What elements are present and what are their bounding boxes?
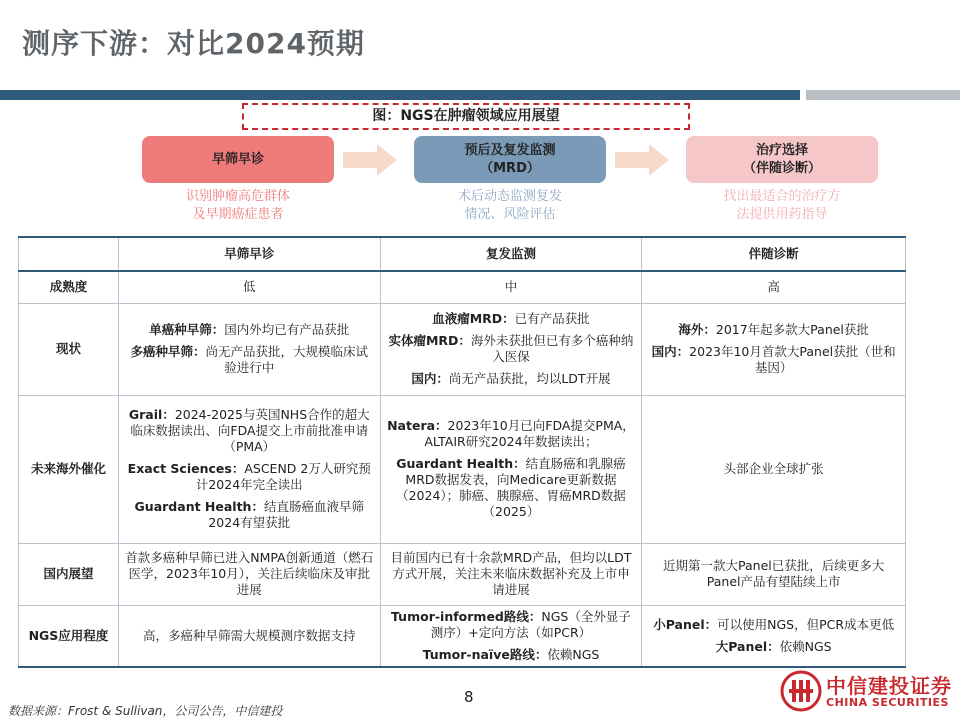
table-cell: 高 xyxy=(642,271,906,303)
stage-description xyxy=(142,188,334,224)
cell-key: 海外： xyxy=(678,322,716,337)
cell-text: 结直肠癌和乳腺癌MRD数据发表，向Medicare更新数据（2024）；肺癌、胰腺癌、胃癌MRD数据（2025） xyxy=(396,456,626,519)
china-securities-logo-icon xyxy=(780,670,822,712)
desc-line: 找出最适合的治疗方 xyxy=(723,189,841,204)
comparison-table xyxy=(18,236,906,668)
desc-line: 法提供用药指导 xyxy=(736,207,828,222)
table-cell: 中 xyxy=(380,271,642,303)
header-bar-dark xyxy=(0,90,800,100)
right-arrow-icon xyxy=(615,144,669,176)
cell-text: 尚无产品获批，大规模临床试验进行中 xyxy=(205,344,369,375)
cell-text: 国内外均已有产品获批 xyxy=(224,322,350,337)
cell-text: 已有产品获批 xyxy=(514,311,590,326)
table-header-cell: 伴随诊断 xyxy=(642,237,906,271)
table-cell: 头部企业全球扩张 xyxy=(642,395,906,543)
table-cell: 首款多癌种早筛已进入NMPA创新通道（燃石医学，2023年10月），关注后续临床及审批进展 xyxy=(118,543,380,605)
header-bar-light xyxy=(806,90,960,100)
table-header-row xyxy=(19,237,906,271)
stage-companion-diagnostics xyxy=(686,136,878,183)
page-title: 测序下游：对比2024预期 xyxy=(22,27,365,60)
cell-key: 实体瘤MRD： xyxy=(388,333,471,348)
right-arrow-icon xyxy=(343,144,397,176)
cell-key: Exact Sciences： xyxy=(127,461,245,476)
table-cell xyxy=(642,605,906,667)
stage-label: 预后及复发监测 xyxy=(464,142,556,158)
figure-title: 图：NGS在肿瘤领域应用展望 xyxy=(242,103,690,130)
row-label: 国内展望 xyxy=(19,543,119,605)
cell-key: Guardant Health： xyxy=(396,456,526,471)
table-row xyxy=(19,271,906,303)
data-source: 数据来源：Frost & Sullivan，公司公告，中信建投 xyxy=(8,704,283,718)
cell-text: 2024-2025与英国NHS合作的超大临床数据读出、向FDA提交上市前批准申请（PMA） xyxy=(130,407,370,454)
cell-text: 海外未获批但已有多个癌种纳入医保 xyxy=(470,333,634,364)
cell-key: 血液瘤MRD： xyxy=(432,311,515,326)
row-label: 成熟度 xyxy=(19,271,119,303)
cell-key: 单癌种早筛： xyxy=(149,322,225,337)
cell-text: 2023年10月首款大Panel获批（世和基因） xyxy=(689,344,896,375)
cell-text: 可以使用NGS，但PCR成本更低 xyxy=(717,616,895,632)
row-label: 现状 xyxy=(19,303,119,395)
stage-sublabel: （MRD） xyxy=(480,160,540,176)
cell-text: 依赖NGS xyxy=(779,638,832,654)
desc-line: 识别肿瘤高危群体 xyxy=(185,189,290,204)
stage-mrd xyxy=(414,136,606,183)
desc-line: 情况、风险评估 xyxy=(464,207,556,222)
cell-key: Tumor-naïve路线： xyxy=(422,646,548,662)
cell-key: 多癌种早筛： xyxy=(130,344,206,359)
table-cell xyxy=(118,395,380,543)
cell-key: 小Panel： xyxy=(653,616,718,632)
table-row xyxy=(19,395,906,543)
cell-key: Tumor-informed路线： xyxy=(391,608,542,624)
cell-text: ASCEND 2万人研究预计2024年完全读出 xyxy=(195,461,371,492)
stage-description xyxy=(414,188,606,224)
cell-text: 尚无产品获批，均以LDT开展 xyxy=(448,371,611,386)
table-cell xyxy=(380,303,642,395)
table-cell xyxy=(380,605,642,667)
row-label: NGS应用程度 xyxy=(19,605,119,667)
table-row xyxy=(19,303,906,395)
cell-text: 依赖NGS xyxy=(547,646,600,662)
company-logo xyxy=(780,668,958,714)
cell-key: Natera： xyxy=(387,418,448,433)
stage-label: 治疗选择 xyxy=(755,142,808,158)
table-cell: 高，多癌种早筛需大规模测序数据支持 xyxy=(118,605,380,667)
cell-key: Guardant Health： xyxy=(134,499,264,514)
table-cell: 目前国内已有十余款MRD产品，但均以LDT方式开展，关注未来临床数据补充及上市申请进展 xyxy=(380,543,642,605)
table-cell: 低 xyxy=(118,271,380,303)
table-header-cell: 复发监测 xyxy=(380,237,642,271)
cell-text: 2023年10月已向FDA提交PMA，ALTAIR研究2024年数据读出； xyxy=(424,418,635,449)
desc-line: 术后动态监测复发 xyxy=(457,189,562,204)
table-cell xyxy=(380,395,642,543)
table-row xyxy=(19,605,906,667)
table-cell xyxy=(118,303,380,395)
cell-key: 国内： xyxy=(411,371,449,386)
row-label: 未来海外催化 xyxy=(19,395,119,543)
stage-description xyxy=(686,188,878,224)
desc-line: 及早期癌症患者 xyxy=(192,207,284,222)
cell-key: 大Panel： xyxy=(715,638,780,654)
table-row xyxy=(19,543,906,605)
table-header-cell xyxy=(19,237,119,271)
cell-text: 2017年起多款大Panel获批 xyxy=(715,322,869,337)
cell-text: 结直肠癌血液早筛2024有望获批 xyxy=(208,499,364,530)
cell-text: NGS（全外显子测序）+定向方法（如PCR） xyxy=(430,608,631,640)
table-cell xyxy=(642,303,906,395)
table-cell: 近期第一款大Panel已获批，后续更多大Panel产品有望陆续上市 xyxy=(642,543,906,605)
stage-label: 早筛早诊 xyxy=(211,151,264,167)
logo-text-cn: 中信建投证券 xyxy=(826,674,952,698)
stage-sublabel: （伴随诊断） xyxy=(742,160,821,176)
page-number: 8 xyxy=(464,688,474,706)
table-header-cell: 早筛早诊 xyxy=(118,237,380,271)
cell-key: Grail： xyxy=(128,407,175,422)
cell-key: 国内： xyxy=(651,344,690,359)
stage-early-screening xyxy=(142,136,334,183)
logo-text-en: CHINA SECURITIES xyxy=(826,696,949,709)
